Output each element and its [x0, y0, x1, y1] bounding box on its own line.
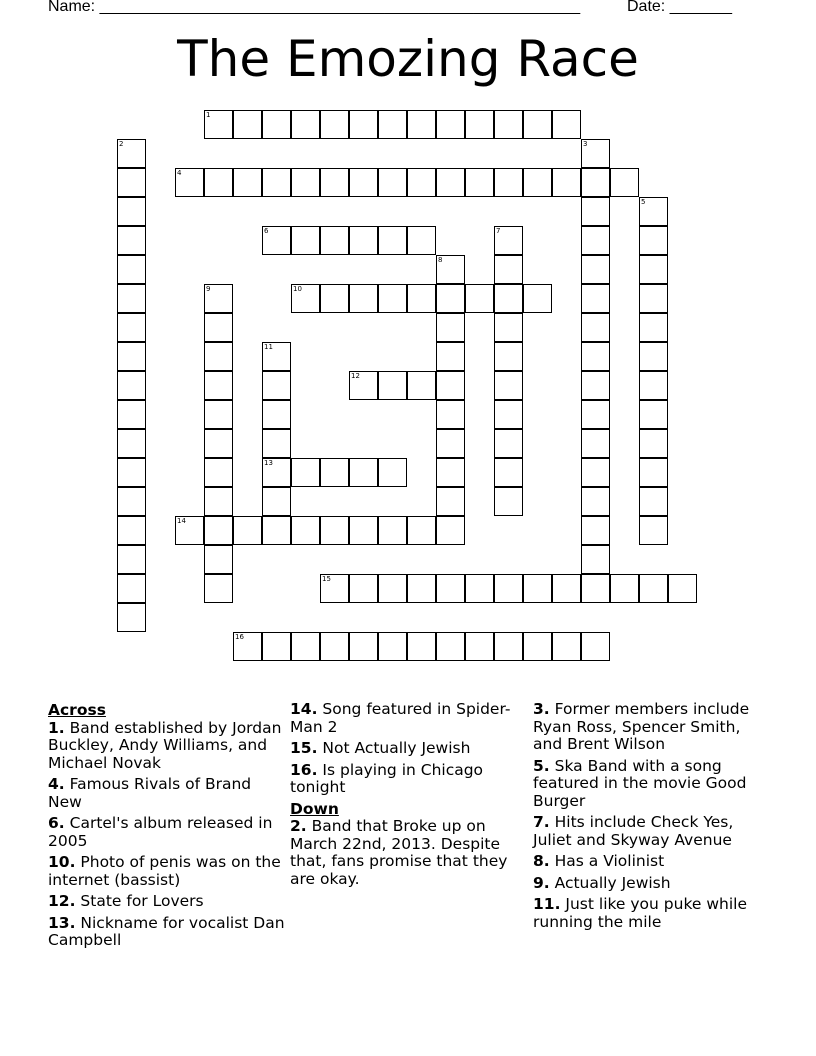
grid-cell[interactable] — [320, 574, 349, 603]
grid-cell[interactable] — [552, 168, 581, 197]
puzzle-title: The Emozing Race — [177, 30, 639, 88]
clue-down-2 — [290, 818, 528, 888]
clues-column-3 — [533, 701, 773, 935]
grid-cell[interactable] — [117, 400, 146, 429]
down-heading: Down — [290, 799, 339, 818]
clue-number: 15. — [290, 739, 318, 757]
clue-down-11 — [533, 896, 773, 931]
clue-across-1 — [48, 720, 288, 773]
cell-number: 4 — [177, 169, 182, 177]
grid-cell[interactable] — [436, 110, 465, 139]
clue-number: 7. — [533, 813, 550, 831]
clue-down-7 — [533, 814, 773, 849]
grid-cell[interactable] — [494, 226, 523, 255]
grid-cell[interactable] — [494, 371, 523, 400]
clue-across-12 — [48, 893, 288, 911]
clue-number: 16. — [290, 760, 318, 779]
grid-cell[interactable] — [581, 226, 610, 255]
clue-text: Cartel's album released in 2005 — [48, 814, 273, 850]
grid-cell[interactable] — [581, 632, 610, 661]
cell-number: 11 — [264, 343, 273, 351]
grid-cell[interactable] — [117, 255, 146, 284]
clue-text: Former members include Ryan Ross, Spencer Smith, and Brent Wilson — [533, 700, 750, 753]
clue-number: 9. — [533, 873, 550, 892]
grid-cell[interactable] — [349, 458, 378, 487]
clue-text: Ska Band with a song featured in the movie Good Burger — [533, 756, 747, 810]
cell-number: 13 — [264, 459, 273, 467]
clue-number: 8. — [533, 852, 550, 870]
grid-cell[interactable] — [378, 284, 407, 313]
grid-cell[interactable] — [262, 516, 291, 545]
grid-cell[interactable] — [639, 574, 668, 603]
clue-across-14 — [290, 701, 528, 736]
grid-cell[interactable] — [465, 110, 494, 139]
across-heading: Across — [48, 701, 106, 719]
grid-cell[interactable] — [349, 516, 378, 545]
grid-cell[interactable] — [581, 342, 610, 371]
grid-cell[interactable] — [436, 487, 465, 516]
cell-number: 10 — [293, 285, 302, 293]
clue-down-9 — [533, 875, 773, 893]
grid-cell[interactable] — [494, 458, 523, 487]
grid-cell[interactable] — [320, 516, 349, 545]
grid-cell[interactable] — [349, 371, 378, 400]
clue-across-6 — [48, 815, 288, 850]
grid-cell[interactable] — [204, 342, 233, 371]
grid-cell[interactable] — [291, 458, 320, 487]
grid-cell[interactable] — [639, 342, 668, 371]
grid-cell[interactable] — [639, 516, 668, 545]
grid-cell[interactable] — [639, 458, 668, 487]
clue-text: Song featured in Spider-Man 2 — [290, 700, 511, 736]
grid-cell[interactable] — [407, 226, 436, 255]
clue-down-3 — [533, 701, 773, 754]
grid-cell[interactable] — [262, 371, 291, 400]
cell-number: 1 — [206, 111, 211, 119]
grid-cell[interactable] — [117, 371, 146, 400]
grid-cell[interactable] — [494, 400, 523, 429]
clue-down-5 — [533, 758, 773, 811]
grid-cell[interactable] — [204, 429, 233, 458]
grid-cell[interactable] — [262, 429, 291, 458]
name-label: Name: — [48, 0, 96, 15]
grid-cell[interactable] — [291, 284, 320, 313]
clue-text: Just like you puke while running the mile — [533, 895, 747, 931]
grid-cell[interactable] — [204, 574, 233, 603]
grid-cell[interactable] — [407, 574, 436, 603]
grid-cell[interactable] — [639, 400, 668, 429]
grid-cell[interactable] — [175, 168, 204, 197]
grid-cell[interactable] — [117, 603, 146, 632]
grid-cell[interactable] — [204, 458, 233, 487]
grid-cell[interactable] — [117, 139, 146, 168]
grid-cell[interactable] — [523, 168, 552, 197]
clue-number: 6. — [48, 814, 65, 832]
grid-cell[interactable] — [291, 516, 320, 545]
grid-cell[interactable] — [581, 458, 610, 487]
grid-cell[interactable] — [494, 342, 523, 371]
clue-text: Famous Rivals of Brand New — [48, 775, 252, 811]
grid-cell[interactable] — [117, 313, 146, 342]
grid-cell[interactable] — [407, 110, 436, 139]
grid-cell[interactable] — [204, 284, 233, 313]
grid-cell[interactable] — [610, 574, 639, 603]
clue-text: Photo of penis was on the internet (bassist) — [48, 853, 281, 889]
grid-cell[interactable] — [465, 168, 494, 197]
grid-cell[interactable] — [552, 110, 581, 139]
clue-number: 4. — [48, 775, 65, 793]
grid-cell[interactable] — [291, 168, 320, 197]
grid-cell[interactable] — [117, 487, 146, 516]
grid-cell[interactable] — [291, 110, 320, 139]
clue-number: 1. — [48, 718, 65, 737]
clue-number: 2. — [290, 817, 307, 835]
grid-cell[interactable] — [436, 313, 465, 342]
grid-cell[interactable] — [494, 313, 523, 342]
grid-cell[interactable] — [436, 632, 465, 661]
grid-cell[interactable] — [378, 632, 407, 661]
grid-cell[interactable] — [262, 226, 291, 255]
clue-across-16 — [290, 762, 528, 797]
cell-number: 14 — [177, 517, 186, 525]
grid-cell[interactable] — [262, 168, 291, 197]
clue-number: 14. — [290, 700, 318, 718]
clues-column-2 — [290, 701, 528, 892]
grid-cell[interactable] — [117, 226, 146, 255]
grid-cell[interactable] — [465, 632, 494, 661]
grid-cell[interactable] — [581, 545, 610, 574]
grid-cell[interactable] — [204, 168, 233, 197]
date-blank: _______ — [669, 0, 732, 15]
grid-cell[interactable] — [436, 371, 465, 400]
clue-text: Is playing in Chicago tonight — [290, 760, 484, 796]
cell-number: 5 — [641, 198, 646, 206]
cell-number: 9 — [206, 285, 211, 293]
grid-cell[interactable] — [349, 284, 378, 313]
grid-cell[interactable] — [581, 255, 610, 284]
grid-cell[interactable] — [639, 487, 668, 516]
clue-number: 10. — [48, 853, 76, 871]
grid-cell[interactable] — [494, 110, 523, 139]
grid-cell[interactable] — [320, 168, 349, 197]
cell-number: 16 — [235, 633, 244, 641]
grid-cell[interactable] — [523, 574, 552, 603]
clue-number: 5. — [533, 756, 550, 775]
grid-cell[interactable] — [581, 284, 610, 313]
grid-cell[interactable] — [117, 429, 146, 458]
clue-down-8 — [533, 853, 773, 871]
clue-across-4 — [48, 776, 288, 811]
clue-text: State for Lovers — [80, 892, 204, 910]
clue-number: 12. — [48, 892, 76, 910]
grid-cell[interactable] — [233, 632, 262, 661]
cell-number: 2 — [119, 140, 124, 148]
grid-cell[interactable] — [117, 168, 146, 197]
grid-cell[interactable] — [552, 632, 581, 661]
grid-cell[interactable] — [262, 632, 291, 661]
grid-cell[interactable] — [639, 284, 668, 313]
clue-text: Hits include Check Yes, Juliet and Skyway Avenue — [533, 813, 734, 849]
grid-cell[interactable] — [291, 632, 320, 661]
grid-cell[interactable] — [204, 313, 233, 342]
grid-cell[interactable] — [436, 429, 465, 458]
grid-cell[interactable] — [581, 139, 610, 168]
grid-cell[interactable] — [204, 545, 233, 574]
grid-cell[interactable] — [349, 168, 378, 197]
grid-cell[interactable] — [465, 284, 494, 313]
grid-cell[interactable] — [117, 284, 146, 313]
grid-cell[interactable] — [436, 574, 465, 603]
grid-cell[interactable] — [233, 516, 262, 545]
grid-cell[interactable] — [639, 313, 668, 342]
clue-text: Band established by Jordan Buckley, Andy Williams, and Michael Novak — [48, 718, 282, 772]
grid-cell[interactable] — [581, 197, 610, 226]
grid-cell[interactable] — [639, 255, 668, 284]
grid-cell[interactable] — [581, 487, 610, 516]
grid-cell[interactable] — [407, 632, 436, 661]
grid-cell[interactable] — [320, 632, 349, 661]
grid-cell[interactable] — [581, 429, 610, 458]
grid-cell[interactable] — [262, 458, 291, 487]
grid-cell[interactable] — [436, 284, 465, 313]
grid-cell[interactable] — [494, 168, 523, 197]
grid-cell[interactable] — [494, 574, 523, 603]
grid-cell[interactable] — [378, 226, 407, 255]
grid-cell[interactable] — [117, 516, 146, 545]
grid-cell[interactable] — [552, 574, 581, 603]
grid-cell[interactable] — [320, 284, 349, 313]
grid-cell[interactable] — [378, 516, 407, 545]
grid-cell[interactable] — [436, 516, 465, 545]
grid-cell[interactable] — [117, 342, 146, 371]
grid-cell[interactable] — [233, 168, 262, 197]
clue-text: Actually Jewish — [554, 873, 671, 892]
grid-cell[interactable] — [407, 284, 436, 313]
grid-cell[interactable] — [349, 574, 378, 603]
grid-cell[interactable] — [262, 487, 291, 516]
grid-cell[interactable] — [639, 429, 668, 458]
grid-cell[interactable] — [320, 110, 349, 139]
grid-cell[interactable] — [378, 110, 407, 139]
grid-cell[interactable] — [639, 226, 668, 255]
grid-cell[interactable] — [436, 400, 465, 429]
cell-number: 8 — [438, 256, 443, 264]
clues-column-1 — [48, 701, 288, 954]
grid-cell[interactable] — [349, 226, 378, 255]
grid-cell[interactable] — [262, 110, 291, 139]
grid-cell[interactable] — [436, 168, 465, 197]
grid-cell[interactable] — [262, 400, 291, 429]
grid-cell[interactable] — [204, 371, 233, 400]
grid-cell[interactable] — [320, 226, 349, 255]
grid-cell[interactable] — [233, 110, 262, 139]
grid-cell[interactable] — [494, 487, 523, 516]
grid-cell[interactable] — [668, 574, 697, 603]
clue-across-13 — [48, 915, 288, 950]
clue-text: Band that Broke up on March 22nd, 2013. Despite that, fans promise that they are okay. — [290, 817, 508, 888]
grid-cell[interactable] — [117, 545, 146, 574]
grid-cell[interactable] — [378, 371, 407, 400]
grid-cell[interactable] — [581, 400, 610, 429]
grid-cell[interactable] — [262, 342, 291, 371]
grid-cell[interactable] — [523, 110, 552, 139]
clue-text: Nickname for vocalist Dan Campbell — [48, 913, 285, 949]
cell-number: 12 — [351, 372, 360, 380]
grid-cell[interactable] — [610, 168, 639, 197]
clue-text: Has a Violinist — [554, 852, 665, 870]
grid-cell[interactable] — [204, 487, 233, 516]
grid-cell[interactable] — [581, 371, 610, 400]
grid-cell[interactable] — [407, 371, 436, 400]
grid-cell[interactable] — [436, 342, 465, 371]
clue-number: 3. — [533, 700, 550, 718]
grid-cell[interactable] — [639, 197, 668, 226]
grid-cell[interactable] — [581, 313, 610, 342]
grid-cell[interactable] — [378, 168, 407, 197]
cell-number: 3 — [583, 140, 588, 148]
grid-cell[interactable] — [494, 429, 523, 458]
grid-cell[interactable] — [349, 110, 378, 139]
grid-cell[interactable] — [175, 516, 204, 545]
grid-cell[interactable] — [291, 226, 320, 255]
grid-cell[interactable] — [117, 458, 146, 487]
clue-number: 11. — [533, 895, 561, 913]
clue-text: Not Actually Jewish — [322, 739, 471, 757]
grid-cell[interactable] — [465, 574, 494, 603]
grid-cell[interactable] — [378, 574, 407, 603]
grid-cell[interactable] — [436, 458, 465, 487]
grid-cell[interactable] — [523, 284, 552, 313]
grid-cell[interactable] — [117, 574, 146, 603]
grid-cell[interactable] — [407, 168, 436, 197]
grid-cell[interactable] — [494, 632, 523, 661]
grid-cell[interactable] — [581, 516, 610, 545]
clue-across-15 — [290, 740, 528, 758]
grid-cell[interactable] — [204, 516, 233, 545]
grid-cell[interactable] — [639, 371, 668, 400]
grid-cell[interactable] — [378, 458, 407, 487]
cell-number: 7 — [496, 227, 501, 235]
grid-cell[interactable] — [581, 168, 610, 197]
grid-cell[interactable] — [494, 255, 523, 284]
grid-cell[interactable] — [320, 458, 349, 487]
cell-number: 6 — [264, 227, 269, 235]
grid-cell[interactable] — [494, 284, 523, 313]
clue-across-10 — [48, 854, 288, 889]
cell-number: 15 — [322, 575, 331, 583]
clue-number: 13. — [48, 913, 76, 932]
grid-cell[interactable] — [581, 574, 610, 603]
grid-cell[interactable] — [204, 110, 233, 139]
name-blank: ______________________________________________________ — [99, 0, 581, 15]
date-label: Date: — [627, 0, 666, 15]
grid-cell[interactable] — [204, 400, 233, 429]
grid-cell[interactable] — [117, 197, 146, 226]
grid-cell[interactable] — [349, 632, 378, 661]
grid-cell[interactable] — [436, 255, 465, 284]
grid-cell[interactable] — [523, 632, 552, 661]
grid-cell[interactable] — [407, 516, 436, 545]
